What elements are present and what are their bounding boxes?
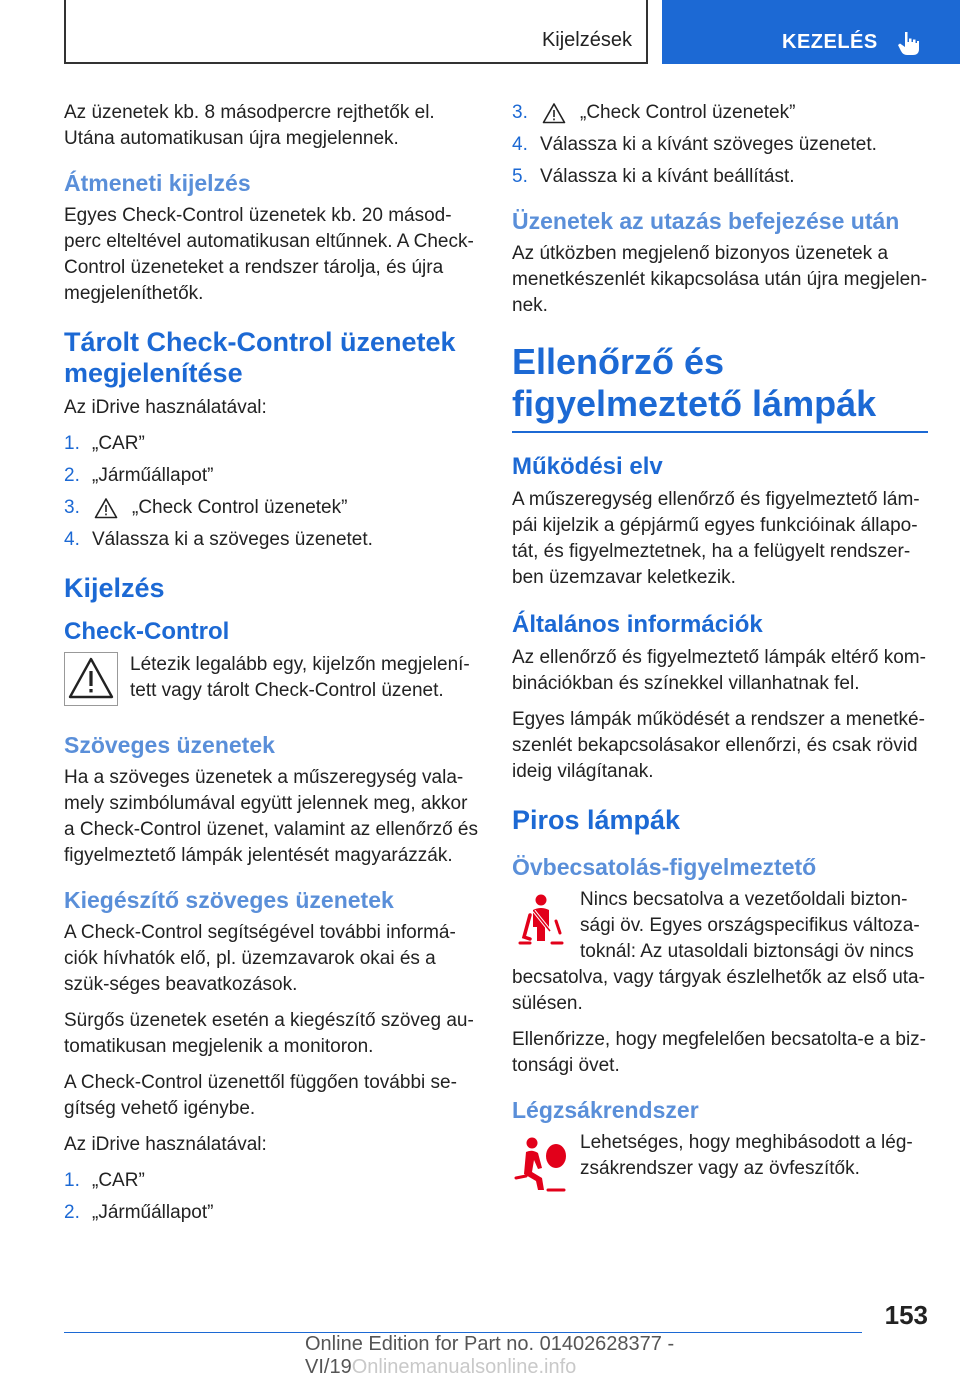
temporary-display-paragraph: Egyes Check-Control üzenetek kb. 20 másod-perc elteltével automatikusan eltűnnek. A Check-Control üzeneteket a rendszer tárolja, és újra megjeleníthetők. [64, 205, 474, 304]
header-section-tab [64, 0, 648, 64]
intro-paragraph: Az üzenetek kb. 8 másodpercre rejthetők el. Utána automatikusan újra megjelennek. [64, 102, 435, 149]
general-info-paragraph-2: Egyes lámpák működését a rendszer a menetké-szenlét bekapcsolásakor ellenőrzi, és csak rövid ideig világítanak. [512, 709, 925, 782]
heading-check-control: Check-Control [64, 618, 230, 645]
header-section-title: Kijelzések [541, 29, 632, 51]
heading-principle: Működési elv [512, 453, 663, 480]
heading-text-messages: Szöveges üzenetek [64, 732, 275, 758]
additional-text-paragraph-1: A Check-Control segítségével további informá-ciók hívhatók elő, pl. üzemzavarok okai és a szük-séges beavatkozások. [64, 922, 456, 995]
check-control-paragraph: Létezik legalább egy, kijelzőn megjelení-tett vagy tárolt Check-Control üzenet. [130, 654, 470, 701]
list-item: 3. „Check Control üzenetek” [64, 497, 348, 518]
seatbelt-paragraph-2: Ellenőrizze, hogy megfelelően becsatolta-e a biz-tonsági övet. [512, 1029, 927, 1076]
list-item: 1. „CAR” [64, 433, 145, 454]
airbag-block [512, 1130, 928, 1196]
header-chapter-tab [662, 0, 960, 64]
heading-seatbelt-warning: Övbecsatolás-figyelmeztető [512, 854, 817, 880]
list-item: 1. „CAR” [64, 1170, 145, 1191]
footer-edition-text: Online Edition for Part no. 01402628377 - VI/19 [305, 1333, 675, 1378]
header-chapter-title: KEZELÉS [782, 31, 878, 53]
after-trip-paragraph: Az útközben megjelenő bizonyos üzenetek a menetkészenlét kikapcsolása után újra megjelen-nek. [512, 243, 928, 316]
list-item: 5. Válassza ki a kívánt beállítást. [512, 166, 795, 187]
warning-icon-box [64, 652, 118, 714]
heading-stored-messages: Tárolt Check-Control üzenetek megjelenítése [64, 327, 456, 388]
list-item: 3. „Check Control üzenetek” [512, 102, 796, 123]
additional-text-paragraph-3: A Check-Control üzenettől függően további se-gítség vehető igénybe. [64, 1072, 457, 1119]
text-messages-paragraph: Ha a szöveges üzenetek a műszeregység vala-mely szimbólumával együtt jelennek meg, akkor a Check-Control üzenet, valamint az ellenőrző és figyelmeztető lámpák jelentését magyarázzák. [64, 767, 478, 866]
seatbelt-block [512, 887, 928, 1027]
list-item: 2. „Járműállapot” [64, 1202, 214, 1223]
additional-text-paragraph-2: Sürgős üzenetek esetén a kiegészítő szöveg au-tomatikusan megjelenik a monitoron. [64, 1010, 474, 1057]
left-column [64, 100, 480, 1238]
list-item: 4. Válassza ki a kívánt szöveges üzenetet. [512, 134, 877, 155]
list-item: 2. „Járműállapot” [64, 465, 214, 486]
steps-list-continued [512, 100, 928, 190]
general-info-paragraph-1: Az ellenőrző és figyelmeztető lámpák eltérő kom-binációkban és színekkel villanhatnak fel. [512, 647, 926, 694]
heading-temporary-display: Átmeneti kijelzés [64, 170, 251, 196]
watermark-text: Onlinemanualsonline.info [351, 1356, 577, 1378]
list-item: 4. Válassza ki a szöveges üzenetet. [64, 529, 373, 550]
footer-edition [305, 1333, 945, 1379]
heading-red-lamps: Piros lámpák [512, 805, 681, 835]
seatbelt-paragraph-1: Nincs becsatolva a vezetőoldali bizton-sági öv. Egyes országspecifikus változa-toknál: Az utasoldali biztonsági öv nincs becsatolva, vagy tárgyak észlelhetők az első uta-sülésen. [512, 889, 925, 1014]
warning-triangle-icon [64, 652, 118, 706]
hand-pointer-icon [896, 30, 922, 56]
heading-display: Kijelzés [64, 573, 165, 603]
right-column [512, 100, 928, 1196]
heading-general-info: Általános információk [512, 611, 763, 638]
heading-after-trip: Üzenetek az utazás befejezése után [512, 208, 900, 234]
check-control-block [64, 652, 480, 714]
heading-additional-text: Kiegészítő szöveges üzenetek [64, 887, 394, 913]
airbag-warning-icon [512, 1134, 572, 1194]
warning-triangle-icon [542, 102, 566, 124]
seatbelt-warning-icon [512, 891, 572, 951]
steps-list-additional [64, 1168, 480, 1226]
idrive-usage-text-2: Az iDrive használatával: [64, 1134, 267, 1155]
heading-airbag-system: Légzsákrendszer [512, 1097, 699, 1123]
idrive-usage-text: Az iDrive használatával: [64, 397, 267, 418]
chapter-title: Ellenőrző és figyelmeztető lámpák [512, 341, 928, 433]
steps-list-stored [64, 431, 480, 553]
warning-triangle-icon [94, 497, 118, 519]
airbag-paragraph: Lehetséges, hogy meghibásodott a lég-zsákrendszer vagy az övfeszítők. [580, 1132, 913, 1179]
principle-paragraph: A műszeregység ellenőrző és figyelmeztető lám-pái kijelzik a gépjármű egyes funkcióinak állapo-tát, és figyelmeztetnek, ha a felügyelt rendszer-ben üzemzavar keletkezik. [512, 489, 920, 588]
page-number: 153 [884, 1300, 928, 1330]
